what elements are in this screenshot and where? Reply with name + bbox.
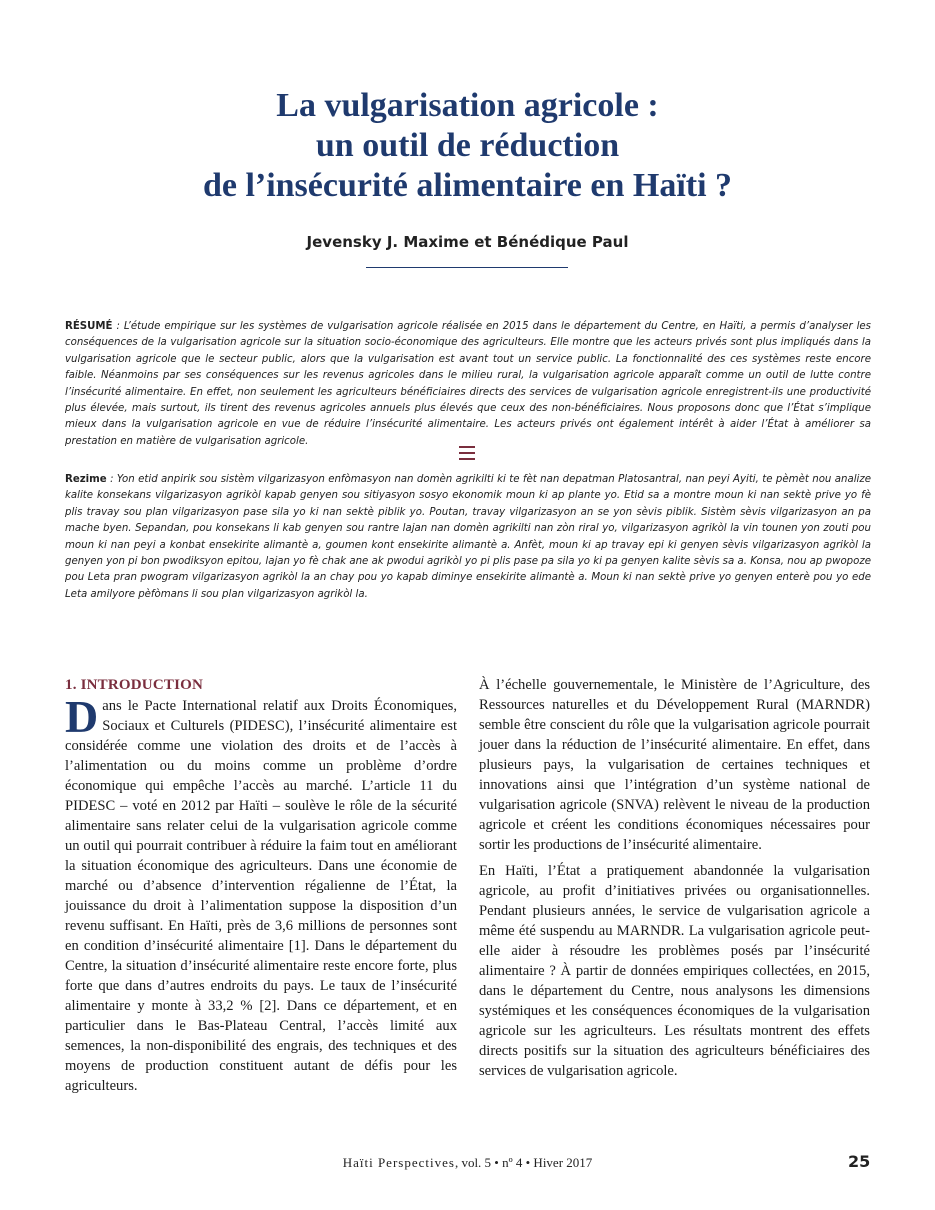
column-right (479, 675, 870, 1087)
intro-paragraph-3: En Haïti, l’État a pratiquement abandonnée la vulgarisation agricole, au profit d’initiatives privées ou organisationnelles. Pendant plusieurs années, le service de vulgarisation agricole a même été suspendu au MARNDR. La vulgarisation agricole peut-elle aider à résoudre les problèmes posés par l’insécurité alimentaire ? À partir de données empiriques collectées, en 2015, dans le département du Centre, nous analysons les dimensions systémiques et les conséquences économiques de la vulgarisation agricole sur les agriculteurs. Les résultats montrent des effets directs positifs sur la situation des agriculteurs bénéficiaires des services de vulgarisation agricole. (479, 863, 870, 1079)
abstract-text-french: : L’étude empirique sur les systèmes de vulgarisation agricole réalisée en 2015 dans le département du Centre, en Haïti, a permis d’analyser les conséquences de la vulgarisation agricole sur la situation socio-économique des agriculteurs. Elle montre que les acteurs privés sont plus impliqués dans la vulgarisation agricole que le secteur public, alors que la vulgarisation est avant tout un service public. La fonctionnalité des ces systèmes reste encore faible. Néanmoins par ses conséquences sur les revenus agricoles dans le milieu rural, la vulgarisation agricole apparaît comme un outil de lutte contre l’insécurité alimentaire. En effet, non seulement les agriculteurs bénéficiaires directs des services de vulgarisation agricole enregistrent-ils une productivité plus élevée, mais surtout, ils tirent des revenus agricoles annuels plus élevés que ceux des non-bénéficiaires. Nous proposons donc que l’État s’implique mieux dans la vulgarisation agricole en vue de réduire l’insécurité alimentaire. Les acteurs privés ont également intérêt à aider l’État à améliorer sa prestation en matière de vulgarisation agricole. (65, 321, 871, 447)
page-footer (0, 1155, 935, 1171)
abstract-label-french: RÉSUMÉ (65, 321, 113, 332)
abstract-label-creole: Rezime (65, 474, 107, 485)
journal-details: , vol. 5 • nº 4 • Hiver 2017 (454, 1155, 593, 1170)
article-title (0, 86, 935, 206)
abstract-french (65, 319, 871, 450)
title-line-1: La vulgarisation agricole : (276, 87, 659, 124)
column-left (65, 675, 457, 1102)
intro-paragraph-1 (65, 691, 457, 1096)
dropcap: D (65, 691, 99, 742)
journal-name: Haïti Perspectives (342, 1155, 455, 1170)
intro-paragraph-1-text: ans le Pacte International relatif aux Droits Économiques, Sociaux et Culturels (PIDESC), l’insécurité alimentaire est considérée comme une violation des droits et de l’accès à l’alimentation ou du moins comme un problème d’ordre économique qui empêche l’accès au marché. L’article 11 du PIDESC – voté en 2012 par Haïti – soulève le rôle de la sécurité alimentaire sans relater celui de la vulgarisation agricole comme un outil qui pourrait contribuer à réduire la faim tout en améliorant la situation économique des agriculteurs. Dans une économie de marché ou d’absence d’intervention régalienne de l’État, la jouissance du droit à l’alimentation suppose la disposition d’un revenu suffisant. En Haïti, près de 3,6 millions de personnes sont en condition d’insécurité alimentaire [1]. Dans le département du Centre, la situation d’insécurité alimentaire reste encore forte, plus forte que dans d’autres endroits du pays. Le taux de l’insécurité alimentaire y monte à 33,2 % [2]. Dans ce département, et en particulier dans le Bas-Plateau Central, l’accès limité aux semences, la non-disponibilité des engrais, des techniques et des moyens de production constituent autant de défis pour les agriculteurs. (65, 698, 457, 1094)
section-heading: 1. INTRODUCTION (65, 677, 204, 693)
abstract-text-creole: : Yon etid anpirik sou sistèm vilgarizasyon enfòmasyon nan domèn agrikilti ki te fèt nan depatman Platosantral, nan peyi Ayiti, te pèmèt nou analize kalite konsekans vilgarizasyon agrikòl kapab genyen sou sitiyasyon sosyo ekonomik moun ki ap plante yo. Etid sa a montre moun ki nan sektè prive yo fè plis travay sou plan vilgarizasyon pase sila yo ki nan sektè piblik yo. Poutan, travay vilgarizasyon an se yon sèvis piblik. Sistèm sèvis vilgarizasyon an pa mache byen. Sepandan, pou konsekans li kab genyen sou rantre lajan nan domèn agrikilti nan zòn riral yo, vilgarizasyon agrikòl la vin tounen yon zouti pou moun ki nan peyi a konbat ensekirite alimantè a, goumen kont ensekirite alimantè a. Anfèt, moun ki ap travay epi ki genyen sèvis vilgarizasyon agrikòl la genyen yon pi bon pwodiksyon epitou, lajan yo fè chak ane ak pwodui agrikòl yo pi plis pase pa sila yo ki pa genyen kalite sèvis sa a. Konsa, nou ap pwopoze pou Leta pran pwogram vilgarizasyon agrikòl la an chay pou yo kapab diminye ensekirite alimantè a. Moun ki nan sektè prive yo genyen enterè pou yo ede Leta amilyore pèfòmans li sou plan vilgarizasyon agrikòl la. (65, 474, 871, 600)
title-rule (366, 267, 568, 268)
hamburger-icon (459, 446, 475, 460)
abstract-creole (65, 472, 871, 603)
title-line-2: un outil de réduction (315, 127, 620, 164)
page-number: 25 (848, 1152, 871, 1171)
authors: Jevensky J. Maxime et Bénédique Paul (306, 233, 629, 251)
title-line-3: de l’insécurité alimentaire en Haïti ? (202, 167, 733, 204)
intro-paragraph-2: À l’échelle gouvernementale, le Ministère de l’Agriculture, des Ressources naturelles et du Développement Rural (MARNDR) semble être conscient du rôle que la vulgarisation agricole pourrait jouer dans la réduction de l’insécurité alimentaire. En effet, dans plusieurs pays, la vulgarisation de certaines techniques et innovations ainsi que l’intégration d’un système national de vulgarisation agricole (SNVA) relèvent le niveau de la production agricole et créent les conditions économiques nécessaires pour sortir les productions de l’insécurité alimentaire. (479, 677, 870, 853)
